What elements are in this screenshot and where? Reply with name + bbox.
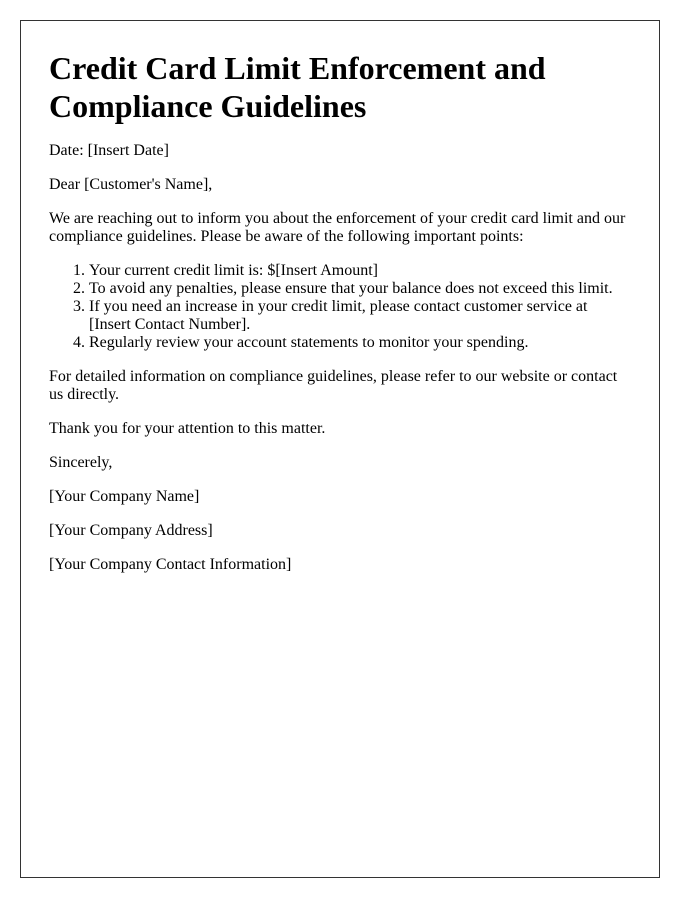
letter-page [20,20,660,878]
list-item: 4. Regularly review your account statements to monitor your spending. [89,334,631,352]
closing: Sincerely, [49,454,113,471]
company-address: [Your Company Address] [49,522,213,539]
company-name: [Your Company Name] [49,488,200,505]
thanks-paragraph: Thank you for your attention to this matter. [49,420,326,437]
company-contact: [Your Company Contact Information] [49,556,292,573]
important-points-list [49,262,631,352]
date-line: Date: [Insert Date] [49,142,169,159]
details-paragraph: For detailed information on compliance guidelines, please refer to our website or contact us directly. [49,368,618,403]
list-item: 3. If you need an increase in your credit limit, please contact customer service at [Insert Contact Number]. [89,298,631,334]
list-item: 1. Your current credit limit is: $[Insert Amount] [89,262,631,280]
list-item: 2. To avoid any penalties, please ensure that your balance does not exceed this limit. [89,280,631,298]
salutation: Dear [Customer's Name], [49,176,213,193]
letter-title: Credit Card Limit Enforcement and Compliance Guidelines [49,50,546,124]
intro-paragraph: We are reaching out to inform you about the enforcement of your credit card limit and our compliance guidelines. Please be aware of the following important points: [49,210,626,245]
